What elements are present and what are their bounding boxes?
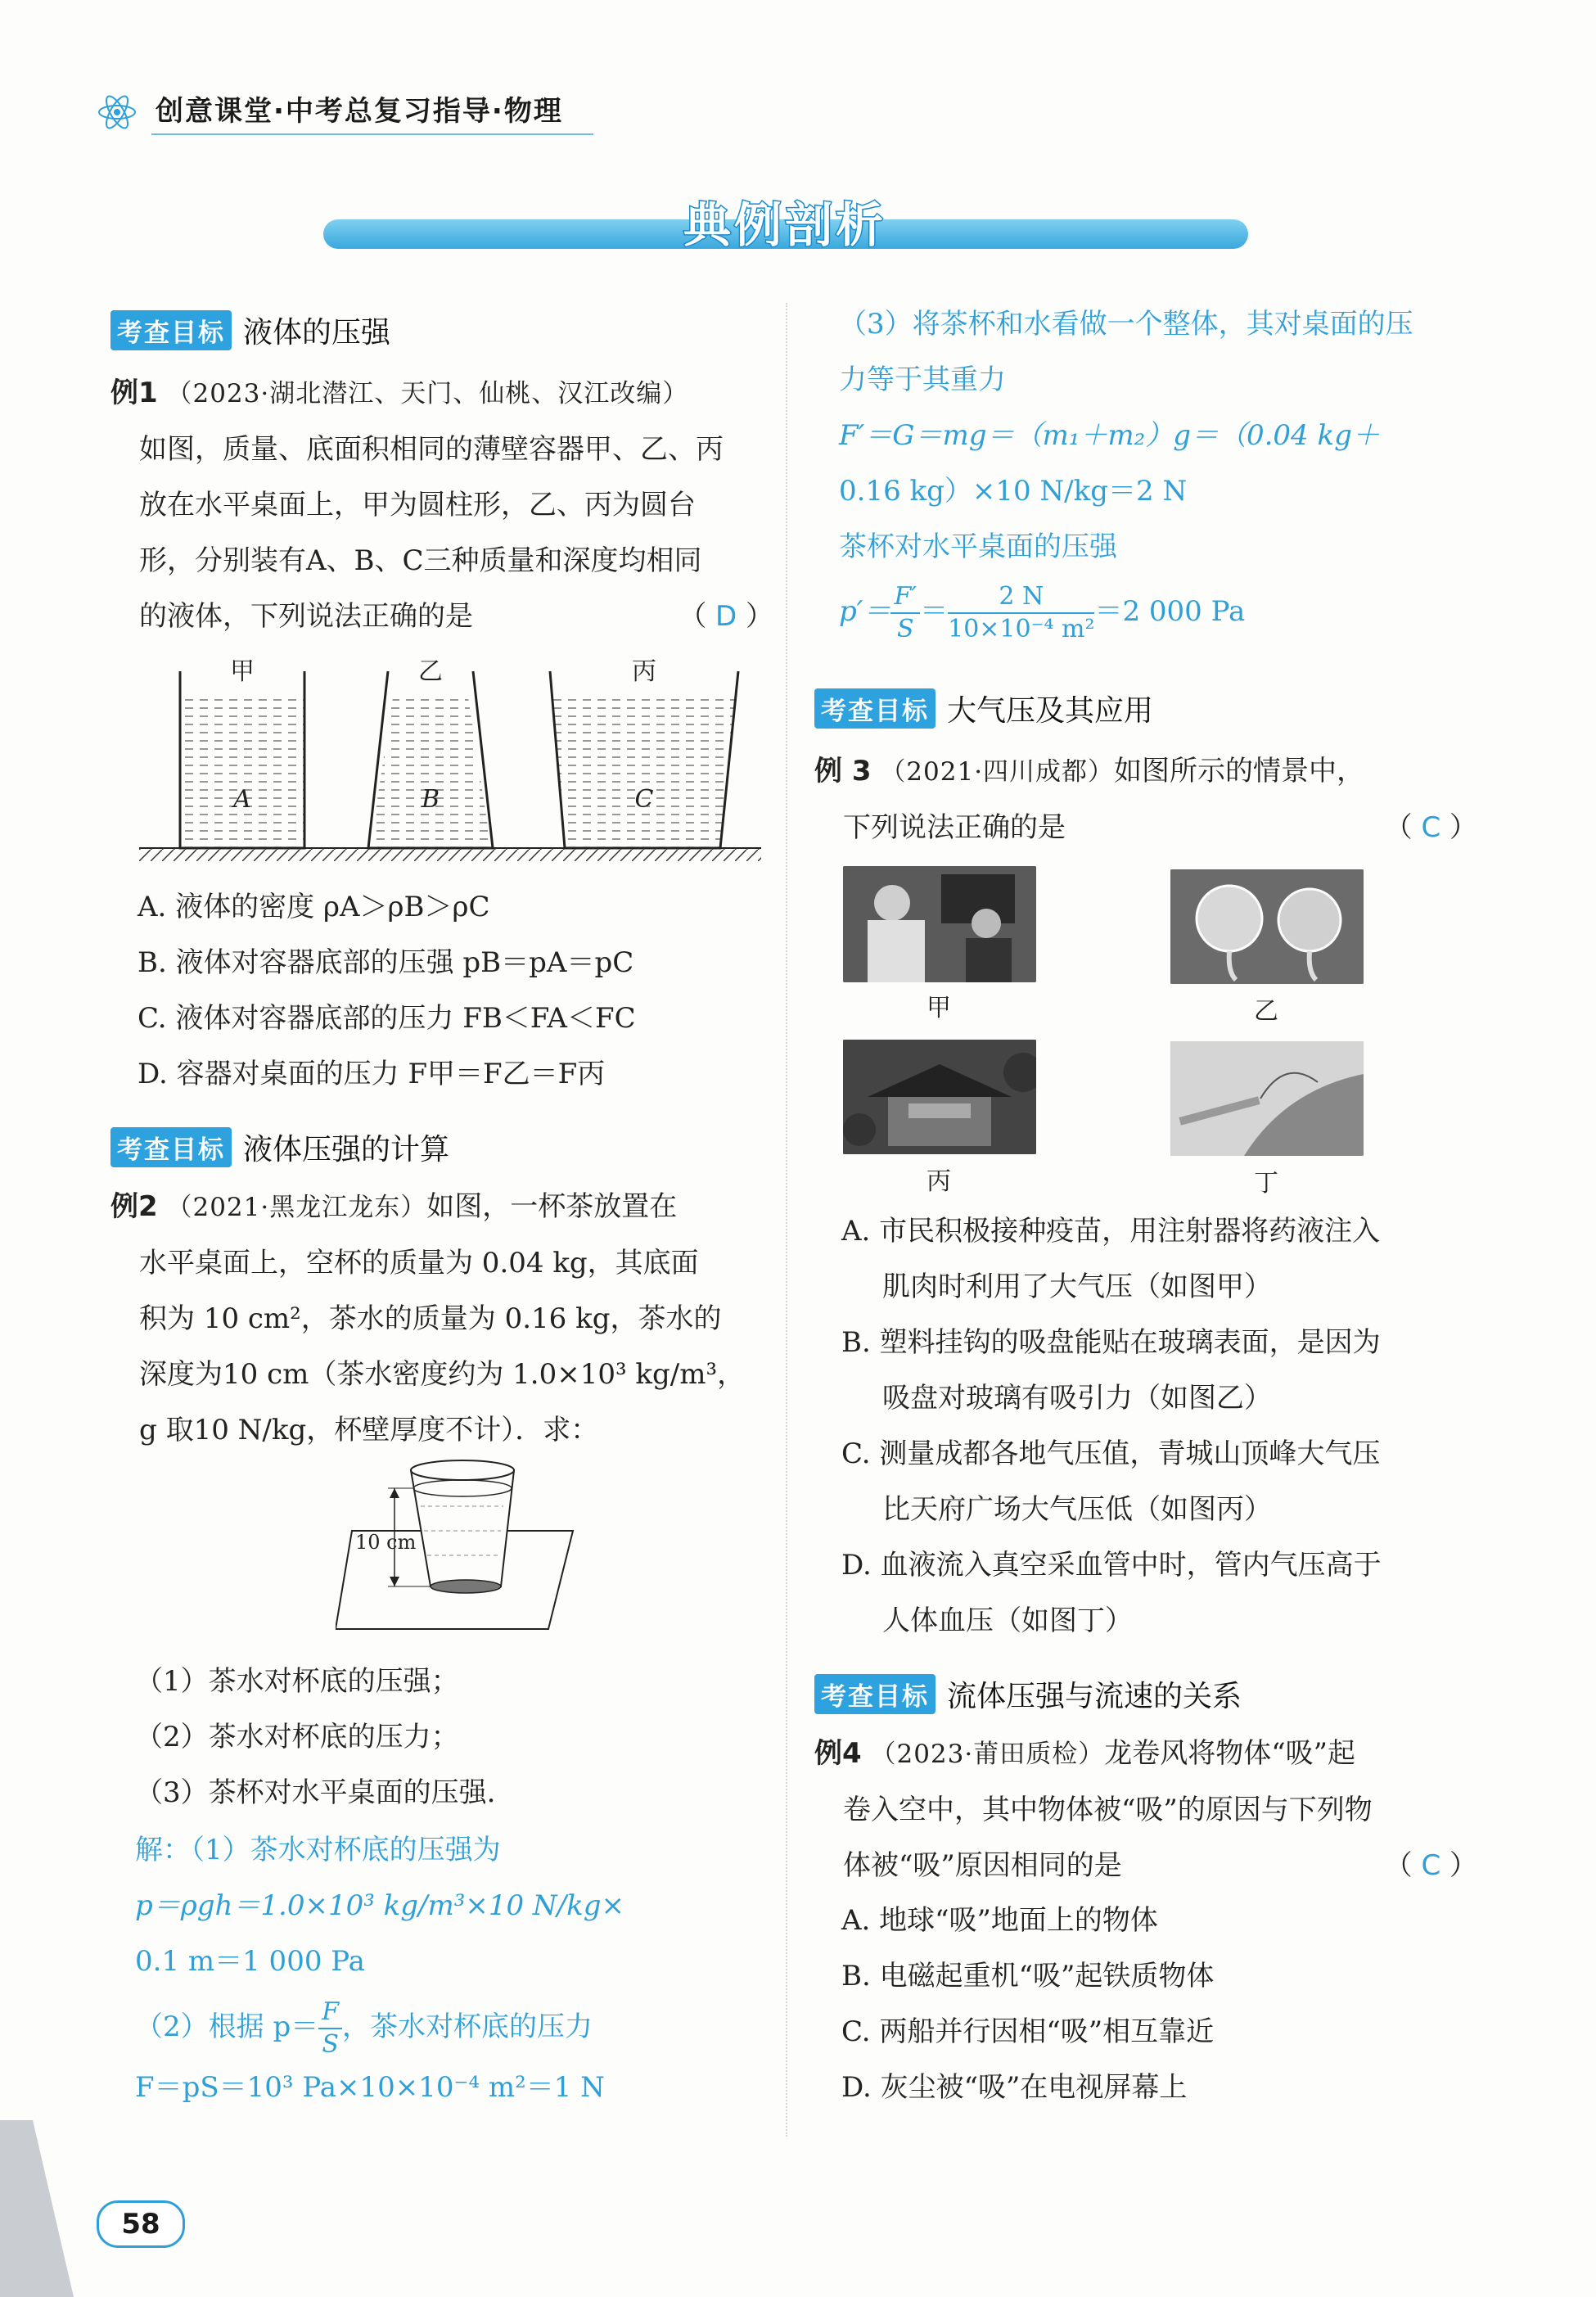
liquid-label-a: A: [233, 785, 251, 814]
option-a-cont: 肌肉时利用了大气压（如图甲）: [882, 1270, 1272, 1303]
example-source: （2023·莆田质检）: [870, 1740, 1105, 1769]
example-label: 例 3: [814, 755, 872, 787]
solution-equation: 0.1 m＝1 000 Pa: [135, 1945, 365, 1978]
fraction-numerator: 2 N: [948, 584, 1094, 614]
example-text-line: 卷入空中，其中物体被“吸”的原因与下列物: [843, 1794, 1373, 1826]
target-tag: 考查目标: [814, 688, 936, 729]
solution-equation: F＝pS＝10³ Pa×10×10⁻⁴ m²＝1 N: [135, 2071, 605, 2104]
atom-icon: [97, 92, 138, 133]
section-title: 液体的压强: [243, 316, 391, 350]
option-b: B. 塑料挂钩的吸盘能贴在玻璃表面，是因为: [841, 1326, 1381, 1359]
question-2: （2）茶水对杯底的压力；: [135, 1721, 459, 1753]
answer-bracket: （ C ）: [1384, 811, 1477, 844]
container-label-bing: 丙: [632, 657, 656, 686]
answer-bracket: （ D ）: [679, 600, 773, 633]
header-title: 创意课堂·中考总复习指导·物理: [156, 95, 563, 128]
example-text-line: 下列说法正确的是: [843, 811, 1066, 844]
target-tag: 考查目标: [110, 310, 232, 350]
example-text-line: 放在水平桌面上，甲为圆柱形，乙、丙为圆台: [139, 489, 696, 521]
example-source: （2023·湖北潜江、天门、仙桃、汉江改编）: [166, 379, 689, 408]
photo-caption-ding: 丁: [1254, 1169, 1278, 1198]
equals-sign: ＝: [920, 595, 949, 628]
example-text-line: 龙卷风将物体“吸”起: [1104, 1737, 1355, 1770]
liquid-label-b: B: [421, 785, 440, 814]
example-text-line: 水平桌面上，空杯的质量为 0.04 kg，其底面: [139, 1247, 699, 1279]
question-1: （1）茶水对杯底的压强；: [135, 1665, 459, 1698]
option-c: C. 测量成都各地气压值，青城山顶峰大气压: [841, 1437, 1381, 1470]
section-title: 流体压强与流速的关系: [947, 1680, 1242, 1713]
column-divider: [786, 303, 787, 2137]
question-3: （3）茶杯对水平桌面的压强.: [135, 1776, 496, 1809]
example-1-options: [138, 879, 776, 1102]
photo-vaccination: [843, 866, 1036, 982]
example-source: （2021·黑龙江龙东）: [166, 1193, 427, 1222]
section-heading-liquid-pressure: [110, 309, 390, 351]
example-3: [814, 743, 1477, 855]
option-b-cont: 吸盘对玻璃有吸引力（如图乙）: [882, 1382, 1272, 1415]
solution-result: ＝2 000 Pa: [1094, 595, 1246, 628]
fraction: [948, 584, 1094, 642]
example-text-line: 如图所示的情景中，: [1114, 755, 1365, 787]
example-3-options: [841, 1203, 1496, 1649]
example-text-line: 体被“吸”原因相同的是: [843, 1849, 1122, 1882]
example-text-line: 形，分别装有A、B、C三种质量和深度均相同: [139, 544, 702, 577]
option-c: C. 两船并行因相“吸”相互靠近: [841, 2015, 1215, 2048]
option-d-cont: 人体血压（如图丁）: [882, 1604, 1133, 1637]
example-label: 例2: [110, 1190, 158, 1223]
tea-cup-figure: [336, 1457, 589, 1637]
example-1: [110, 365, 773, 644]
solution-step-1: 解：（1）茶水对杯底的压强为: [135, 1834, 501, 1866]
page-corner-shadow: [0, 2120, 98, 2297]
example-text-line: 如图，质量、底面积相同的薄壁容器甲、乙、丙: [139, 433, 724, 466]
option-a: A. 市民积极接种疫苗，用注射器将药液注入: [841, 1215, 1381, 1248]
photo-caption-bing: 丙: [926, 1167, 951, 1196]
header-underline: [151, 133, 593, 135]
example-text-line: 积为 10 cm²，茶水的质量为 0.16 kg，茶水的: [139, 1302, 722, 1335]
containers-figure: [139, 655, 761, 876]
section-title: 大气压及其应用: [947, 694, 1154, 728]
solution-equation: p′＝: [839, 595, 891, 628]
liquid-c: [552, 697, 737, 848]
option-a: A. 液体的密度 ρA＞ρB＞ρC: [138, 891, 490, 923]
example-label: 例1: [110, 377, 158, 409]
depth-label: 10 cm: [355, 1531, 417, 1554]
section-heading-pressure-calc: [110, 1126, 449, 1168]
example-4: [814, 1726, 1477, 1893]
example-text-line: g 取10 N/kg，杯壁厚度不计）．求：: [139, 1414, 599, 1446]
solution-step-3: （3）将茶杯和水看做一个整体，其对桌面的压: [839, 308, 1413, 341]
solution-step-3: 茶杯对水平桌面的压强: [839, 530, 1117, 563]
solution-equation: F′＝G＝mg＝（m₁＋m₂）g＝（0.04 kg＋: [839, 419, 1380, 452]
example-text-line: 深度为10 cm（茶水密度约为 1.0×10³ kg/m³，: [139, 1358, 746, 1391]
example-2-questions: [135, 1654, 773, 1821]
option-a: A. 地球“吸”地面上的物体: [841, 1904, 1158, 1937]
target-tag: 考查目标: [110, 1127, 232, 1167]
option-d: D. 灰尘被“吸”在电视屏幕上: [841, 2071, 1188, 2104]
example-label: 例4: [814, 1737, 862, 1770]
photo-caption-jia: 甲: [926, 994, 951, 1022]
solution-step-2: （2）根据 p＝: [135, 2010, 319, 2043]
section-heading-atmospheric: [814, 688, 1153, 729]
option-c: C. 液体对容器底部的压力 FB＜FA＜FC: [138, 1002, 636, 1035]
example-2-solution: [135, 1822, 782, 2115]
option-b: B. 液体对容器底部的压强 pB＝pA＝pC: [138, 946, 634, 979]
example-2-solution-cont: [839, 296, 1494, 648]
fraction: [890, 584, 920, 642]
photo-blood-collection: [1170, 1041, 1364, 1156]
option-c-cont: 比天府广场大气压低（如图丙）: [882, 1493, 1272, 1526]
container-label-yi: 乙: [418, 657, 443, 686]
fraction-denominator: 10×10⁻⁴ m²: [948, 615, 1095, 643]
container-label-jia: 甲: [230, 657, 255, 686]
photo-caption-yi: 乙: [1254, 997, 1278, 1026]
photo-mountain-pavilion: [843, 1040, 1036, 1154]
option-b: B. 电磁起重机“吸”起铁质物体: [841, 1960, 1215, 1992]
example-text-line: 的液体，下列说法正确的是: [139, 600, 473, 633]
answer-value: D: [715, 600, 737, 633]
answer-value: C: [1421, 1849, 1441, 1882]
solution-equation: p＝ρgh＝1.0×10³ kg/m³×10 N/kg×: [135, 1889, 624, 1922]
liquid-a: [180, 697, 304, 848]
fraction-denominator: S: [897, 615, 914, 643]
solution-step-3: 力等于其重力: [839, 363, 1006, 396]
liquid-label-c: C: [634, 785, 654, 814]
fraction-numerator: F: [318, 2000, 342, 2029]
section-heading-fluid-pressure: [814, 1673, 1242, 1715]
example-4-options: [841, 1893, 1480, 2115]
example-text-line: 如图，一杯茶放置在: [426, 1190, 678, 1223]
option-d: D. 血液流入真空采血管中时，管内气压高于: [841, 1549, 1382, 1582]
fraction-numerator: F′: [890, 584, 920, 614]
liquid-b: [370, 697, 491, 848]
solution-step-2-text: ，茶水对杯底的压力: [342, 2010, 593, 2043]
banner-title: 典例剖析: [683, 197, 887, 253]
answer-bracket: （ C ）: [1384, 1849, 1477, 1882]
photo-suction-hooks: [1170, 869, 1364, 984]
answer-value: C: [1421, 811, 1441, 844]
page-number: 58: [97, 2200, 185, 2248]
section-title: 液体压强的计算: [243, 1133, 450, 1167]
example-2: [110, 1179, 773, 1458]
option-d: D. 容器对桌面的压力 F甲＝F乙＝F丙: [138, 1058, 606, 1090]
fraction: [318, 1997, 342, 2059]
target-tag: 考查目标: [814, 1674, 936, 1714]
fraction-denominator: S: [322, 2030, 339, 2059]
solution-equation: 0.16 kg）×10 N/kg＝2 N: [839, 475, 1188, 508]
example-source: （2021·四川成都）: [880, 757, 1115, 787]
